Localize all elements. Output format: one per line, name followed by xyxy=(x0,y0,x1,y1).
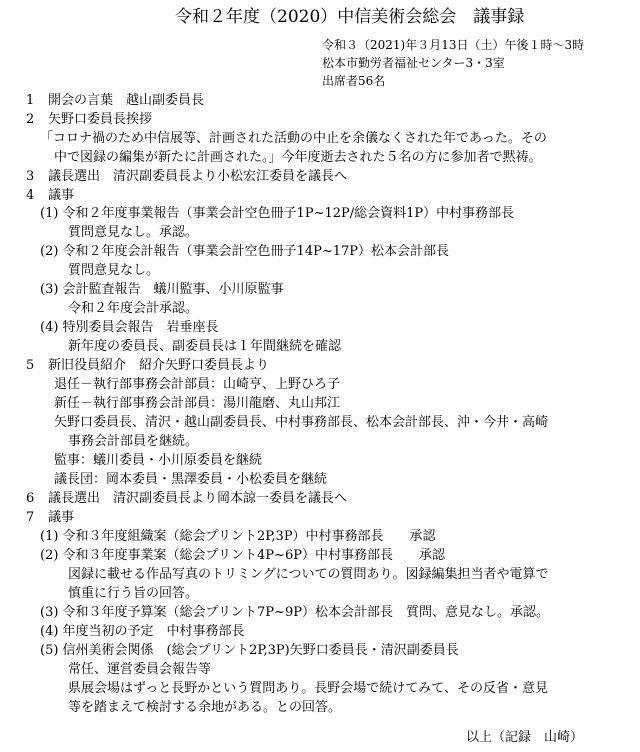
agenda-line: (4) 年度当初の予定 中村事務部長 xyxy=(40,624,245,639)
closing-note: 以上（記録 山崎） xyxy=(466,730,584,745)
agenda-line: (1) 令和３年度組織案（総会プリント2P,3P）中村事務部長 承認 xyxy=(40,529,436,544)
agenda-line: 「コロナ禍のため中信展等、計画された活動の中止を余儀なくされた年であった。その xyxy=(40,131,547,146)
item-number: 2 xyxy=(26,112,35,127)
item-number: 6 xyxy=(26,491,35,506)
agenda-line: (3) 会計監査報告 蟻川監事、小川原監事 xyxy=(40,282,284,297)
agenda-line: 監事：蟻川委員・小川原委員を継続 xyxy=(54,453,263,468)
agenda-line: 質問意見なし。 xyxy=(68,263,160,278)
agenda-line: 開会の言葉 越山副委員長 xyxy=(48,93,205,108)
agenda-line: 事務会計部員を継続。 xyxy=(68,434,199,449)
agenda-line: 県展会場はずっと長野かという質問あり。長野会場で続けてみて、その反省・意見 xyxy=(68,681,548,696)
item-number: 1 xyxy=(26,93,35,108)
attendee-count: 出席者56名 xyxy=(322,74,386,88)
item-number: 4 xyxy=(26,188,35,203)
item-number: 3 xyxy=(26,169,35,184)
agenda-line: 矢野口委員長挨拶 xyxy=(48,112,153,127)
agenda-line: 新任－執行部事務会計部員：湯川龍磨、丸山邦江 xyxy=(54,396,341,411)
agenda-line: (3) 令和３年度予算案（総会プリント7P~9P）松本会計部長 質問、意見なし。承認。 xyxy=(40,605,549,620)
agenda-line: 令和２年度会計承認。 xyxy=(68,301,199,316)
item-number: 7 xyxy=(26,510,35,525)
agenda-line: 矢野口委員長、清沢・越山副委員長、中村事務部長、松本会計部長、沖・今井・高崎 xyxy=(54,415,549,430)
agenda-line: (2) 令和３年度事業案（総会プリント4P~6P）中村事務部長 承認 xyxy=(40,548,445,563)
agenda-line: 常任、運営委員会報告等 xyxy=(68,662,212,677)
agenda-line: 退任－執行部事務会計部員：山崎亨、上野ひろ子 xyxy=(54,377,341,392)
agenda-line: 議事 xyxy=(48,510,75,525)
agenda-line: 等を踏まえて検討する余地がある。との回答。 xyxy=(68,700,342,715)
agenda-line: 図録に載せる作品写真のトリミングについての質問あり。図録編集担当者や電算で xyxy=(68,567,549,582)
agenda-line: 議事 xyxy=(48,188,75,203)
page-title: 令和２年度（2020）中信美術会総会 議事録 xyxy=(175,7,525,27)
agenda-line: 中で図録の編集が新たに計画された。」今年度逝去された５名の方に参加者で黙祷。 xyxy=(54,150,542,165)
agenda-line: 新旧役員紹介 紹介矢野口委員長より xyxy=(48,358,270,373)
item-number: 5 xyxy=(26,358,35,373)
agenda-line: 質問意見なし。承認。 xyxy=(68,225,199,240)
agenda-line: 議長選出 清沢副委員長より小松宏江委員を議長へ xyxy=(48,169,348,184)
meeting-date: 令和３（2021)年３月13日（土）午後１時〜3時 xyxy=(322,38,585,52)
agenda-line: 新年度の委員長、副委員長は１年間継続を確認 xyxy=(68,339,342,354)
meeting-place: 松本市勤労者福祉センター3・3室 xyxy=(322,56,505,70)
agenda-line: (5) 信州美術会関係 (総会プリント2P,3P)矢野口委員長・清沢副委員長 xyxy=(40,643,459,658)
agenda-line: 議長団：岡本委員・黒澤委員・小松委員を継続 xyxy=(54,472,328,487)
agenda-line: (4) 特別委員会報告 岩垂座長 xyxy=(40,320,219,335)
agenda-line: (2) 令和２年度会計報告（事業会計空色冊子14P~17P）松本会計部長 xyxy=(40,244,450,259)
agenda-line: (1) 令和２年度事業報告（事業会計空色冊子1P~12P/総会資料1P）中村事務部長 xyxy=(40,206,515,221)
agenda-line: 議長選出 清沢副委員長より岡本諒一委員を議長へ xyxy=(48,491,348,506)
agenda-line: 慎重に行う旨の回答。 xyxy=(68,586,199,601)
